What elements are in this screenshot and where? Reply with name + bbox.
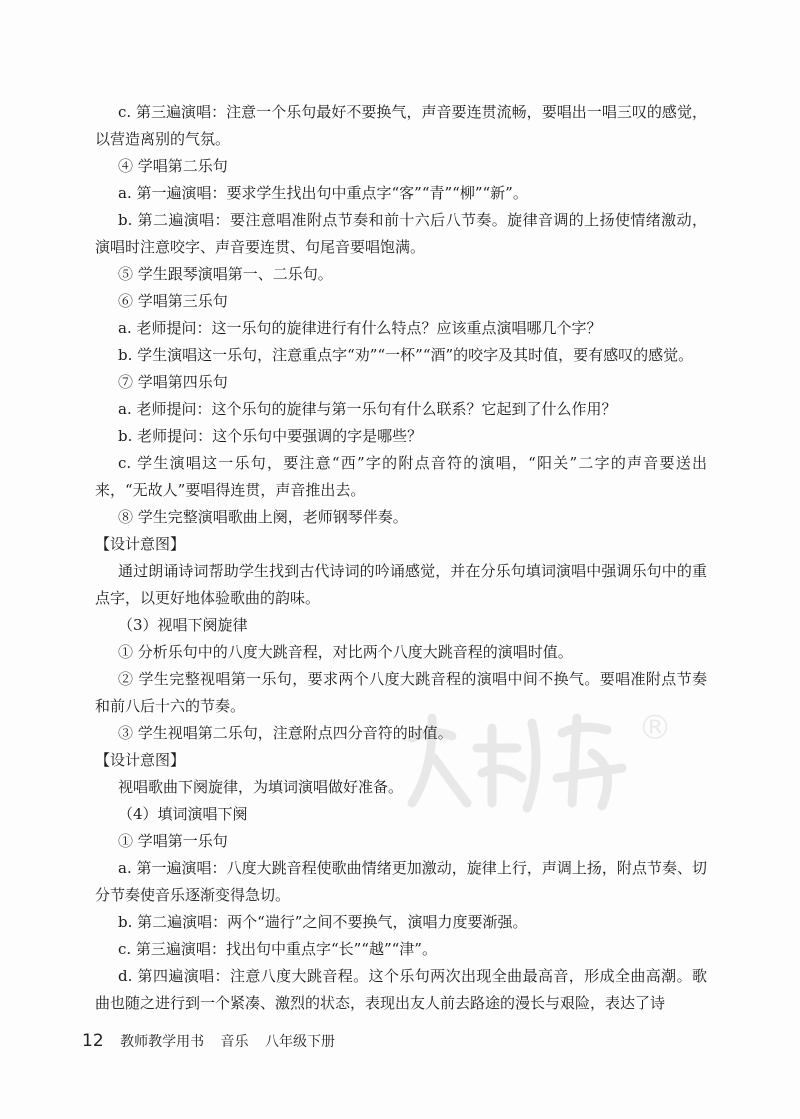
page-footer — [82, 1031, 347, 1051]
paragraph: 通过朗诵诗词帮助学生找到古代诗词的吟诵感觉，并在分乐句填词演唱中强调乐句中的重点字，以更好地体验歌曲的韵味。 — [95, 562, 707, 607]
paragraph: d. 第四遍演唱：注意八度大跳音程。这个乐句两次出现全曲最高音，形成全曲高潮。歌曲也随之进行到一个紧凑、激烈的状态，表现出友人前去路途的漫长与艰险，表达了诗 — [95, 967, 707, 1012]
paragraph: b. 第二遍演唱：两个“遄行”之间不要换气，演唱力度要渐强。 — [118, 913, 528, 931]
body-text — [95, 99, 707, 1017]
design-intent-heading: 【设计意图】 — [95, 535, 186, 553]
section-heading: （4）填词演唱下阕 — [118, 805, 248, 823]
paragraph: ③ 学生视唱第二乐句，注意附点四分音符的时值。 — [118, 724, 453, 742]
section-heading: （3）视唱下阕旋律 — [118, 616, 248, 634]
paragraph: 视唱歌曲下阕旋律，为填词演唱做好准备。 — [118, 778, 404, 796]
paragraph: b. 老师提问：这个乐句中要强调的字是哪些？ — [118, 427, 423, 445]
paragraph: c. 第三遍演唱：注意一个乐句最好不要换气，声音要连贯流畅，要唱出一唱三叹的感觉，以营造离别的气氛。 — [95, 103, 707, 148]
page-number: 12 — [82, 1031, 104, 1051]
grade-label: 八年级下册 — [265, 1034, 335, 1050]
design-intent-heading: 【设计意图】 — [95, 751, 186, 769]
paragraph: a. 老师提问：这个乐句的旋律与第一乐句有什么联系？它起到了什么作用？ — [118, 400, 617, 418]
paragraph: b. 第二遍演唱：要注意唱准附点节奏和前十六后八节奏。旋律音调的上扬使情绪激动，演唱时注意咬字、声音要连贯、句尾音要唱饱满。 — [95, 211, 707, 256]
paragraph: ⑥ 学唱第三乐句 — [118, 292, 228, 310]
registered-mark: ® — [638, 708, 672, 748]
paragraph: ⑧ 学生完整演唱歌曲上阕，老师钢琴伴奏。 — [118, 508, 408, 526]
paragraph: a. 老师提问：这一乐句的旋律进行有什么特点？应该重点演唱哪几个字？ — [118, 319, 602, 337]
subject-label: 音乐 — [220, 1034, 249, 1050]
paragraph: c. 第三遍演唱：找出句中重点字“长”“越”“津”。 — [118, 940, 437, 958]
paragraph: ⑦ 学唱第四乐句 — [118, 373, 228, 391]
paragraph: ① 学唱第一乐句 — [118, 832, 228, 850]
book-title: 教师教学用书 — [120, 1034, 205, 1050]
paragraph: b. 学生演唱这一乐句，注意重点字“劝”“一杯”“酒”的咬字及其时值，要有感叹的感觉。 — [118, 346, 694, 364]
paragraph: ⑤ 学生跟琴演唱第一、二乐句。 — [118, 265, 333, 283]
paragraph: ② 学生完整视唱第一乐句，要求两个八度大跳音程的演唱中间不换气。要唱准附点节奏和前八后十六的节奏。 — [95, 670, 707, 715]
paragraph: a. 第一遍演唱：要求学生找出句中重点字“客”“青”“柳”“新”。 — [118, 184, 528, 202]
paragraph: a. 第一遍演唱：八度大跳音程使歌曲情绪更加激动，旋律上行，声调上扬，附点节奏、切分节奏使音乐逐渐变得急切。 — [95, 859, 707, 904]
paragraph: c. 学生演唱这一乐句，要注意“西”字的附点音符的演唱，“阳关”二字的声音要送出来，“无故人”要唱得连贯，声音推出去。 — [95, 454, 707, 499]
paragraph: ④ 学唱第二乐句 — [118, 157, 228, 175]
paragraph: ① 分析乐句中的八度大跳音程，对比两个八度大跳音程的演唱时值。 — [118, 643, 573, 661]
